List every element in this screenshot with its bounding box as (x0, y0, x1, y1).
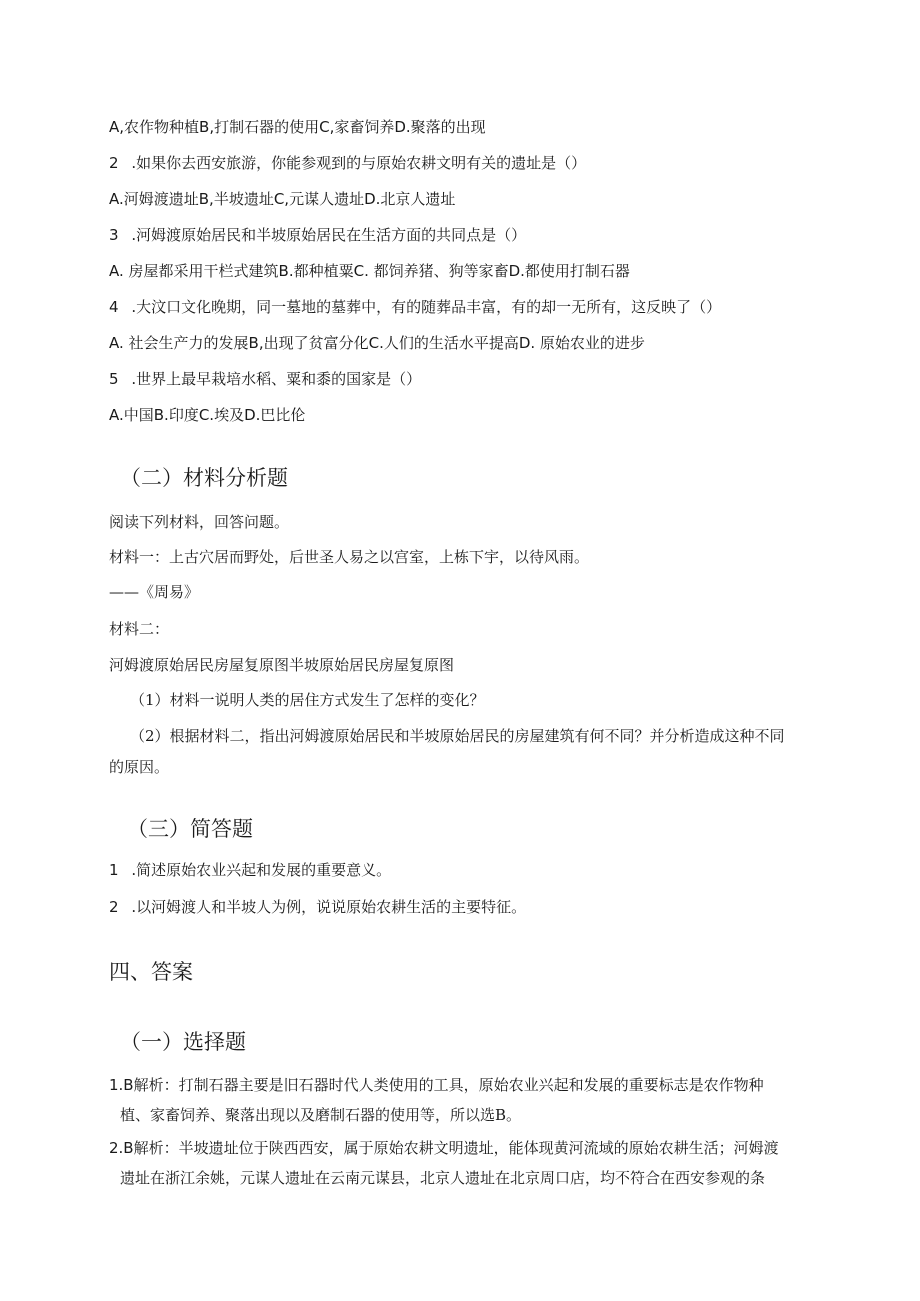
section3-title: （三）简答题 (127, 817, 253, 841)
answer-2-line2: 遗址在浙江余姚，元谋人遗址在云南元谋县，北京人遗址在北京周口店，均不符合在西安参观的条 (120, 1169, 766, 1187)
material1: 材料一：上古穴居而野处，后世圣人易之以宫室，上栋下宇，以待风雨。 (109, 548, 590, 566)
sub-question-2-line2: 的原因。 (109, 758, 170, 776)
section4-title: 四、答案 (109, 960, 193, 984)
q4-options: A. 社会生产力的发展B,出现了贫富分化C.人们的生活水平提高D. 原始农业的进步 (109, 334, 645, 352)
answer-2-line1: 解析：半坡遗址位于陕西西安，属于原始农耕文明遗址，能体现黄河流域的原始农耕生活；河姆渡 (133, 1139, 779, 1157)
section3-item-1-number: 1 (109, 861, 119, 879)
section3-item-2 (109, 897, 526, 917)
q3-stem (109, 225, 526, 245)
answer-1-line2: 植、家畜饲养、聚落出现以及磨制石器的使用等，所以选B。 (120, 1106, 522, 1124)
q2-number: 2 (109, 154, 119, 172)
q2-text: .如果你去西安旅游，你能参观到的与原始农耕文明有关的遗址是（） (131, 154, 587, 172)
answer-2-label: 2.B (109, 1139, 134, 1157)
answer-2 (109, 1138, 779, 1158)
section3-item-1 (109, 860, 391, 880)
q5-text: .世界上最早栽培水稻、粟和黍的国家是（） (131, 370, 422, 388)
q2-stem (109, 153, 586, 173)
q3-number: 3 (109, 226, 119, 244)
q5-number: 5 (109, 370, 119, 388)
sub-question-1: （1）材料一说明人类的居住方式发生了怎样的变化？ (130, 691, 485, 709)
section2-intro: 阅读下列材料，回答问题。 (109, 513, 290, 531)
material1-source: ——《周易》 (109, 583, 200, 601)
section3-item-2-text: .以河姆渡人和半坡人为例，说说原始农耕生活的主要特征。 (131, 898, 527, 916)
q4-text: .大汶口文化晚期，同一墓地的墓葬中，有的随葬品丰富，有的却一无所有，这反映了（） (131, 298, 722, 316)
q1-options: A,农作物种植B,打制石器的使用C,家畜饲养D.聚落的出现 (109, 118, 486, 136)
answer-1-label: 1.B (109, 1076, 134, 1094)
sub-question-2-line1: （2）根据材料二，指出河姆渡原始居民和半坡原始居民的房屋建筑有何不同？并分析造成这种不同 (130, 727, 785, 745)
q5-stem (109, 369, 421, 389)
q3-text: .河姆渡原始居民和半坡原始居民在生活方面的共同点是（） (131, 226, 527, 244)
answer-1-line1: 解析：打制石器主要是旧石器时代人类使用的工具，原始农业兴起和发展的重要标志是农作物种 (133, 1076, 764, 1094)
section3-item-1-text: .简述原始农业兴起和发展的重要意义。 (131, 861, 392, 879)
q4-stem (109, 297, 721, 317)
section3-item-2-number: 2 (109, 898, 119, 916)
material2-caption: 河姆渡原始居民房屋复原图半坡原始居民房屋复原图 (109, 656, 455, 674)
q2-options: A.河姆渡遗址B,半坡遗址C,元谋人遗址D.北京人遗址 (109, 190, 456, 208)
q3-options: A. 房屋都采用干栏式建筑B.都种植粟C. 都饲养猪、狗等家畜D.都使用打制石器 (109, 262, 630, 280)
answer-1 (109, 1075, 764, 1095)
material2-label: 材料二： (109, 620, 170, 638)
section2-title: （二）材料分析题 (120, 466, 288, 490)
section4-subtitle: （一）选择题 (120, 1030, 246, 1054)
q4-number: 4 (109, 298, 119, 316)
q5-options: A.中国B.印度C.埃及D.巴比伦 (109, 406, 306, 424)
